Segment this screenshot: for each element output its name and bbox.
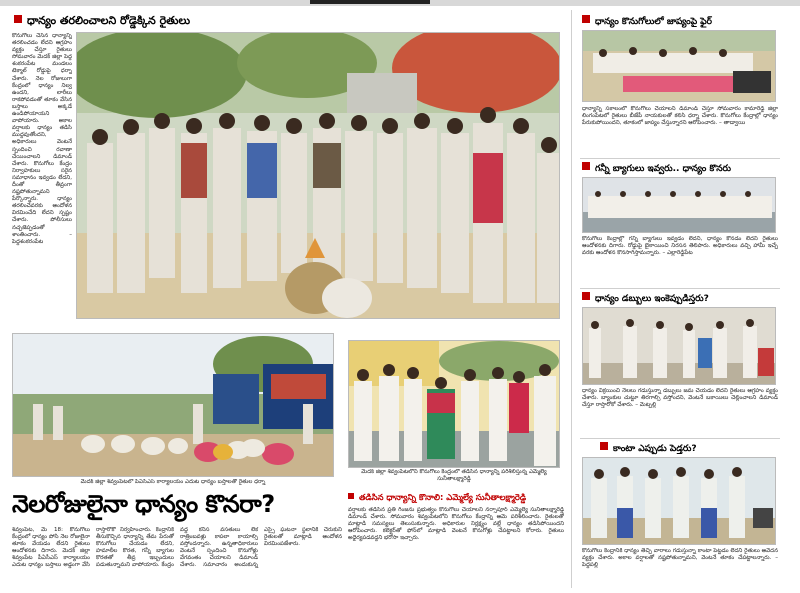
sidebar-photo-2	[582, 177, 776, 233]
column-divider	[571, 10, 572, 588]
sidebar-body-3: ధాన్యం విక్రయించి నెలలు గడుస్తున్నా డబ్బులు జమ చేయడం లేదని రైతులు ఆగ్రహం వ్యక్తం చేశారు. బ్యాంకుల చుట్టూ తిరగాల్సి వస్తోందని, వెంటనే బకాయిలు చెల్లించాలని డిమాండ్ చేస్తూ రాస్తారోకో చేశారు. – మెట్పల్లి	[582, 388, 778, 409]
sidebar-photo-2-illustration	[583, 178, 776, 233]
sidebar-photo-1-illustration	[583, 31, 776, 102]
sidebar-headline-2	[582, 162, 794, 176]
bottom-right-headline	[348, 493, 566, 503]
sidebar-photo-1	[582, 30, 776, 102]
bottom-left-photo-caption: మెదక్ జిల్లా శివ్వంపేటలో పీఏసీఎస్ కార్యాలయం ఎదుట ధాన్యం బస్తాలతో రైతుల ధర్నా	[80, 479, 266, 485]
sidebar-photo-3	[582, 307, 776, 385]
sidebar-headline-1	[582, 15, 794, 29]
bullet-square-icon	[600, 442, 608, 450]
sidebar-headline-3-text: ధాన్యం డబ్బులు ఇంకెప్పుడిస్తరు?	[595, 294, 709, 304]
sidebar-divider	[580, 158, 780, 159]
sidebar-headline-3	[582, 292, 794, 306]
main-photo-illustration	[77, 33, 560, 319]
bullet-square-icon	[582, 292, 590, 300]
sidebar-headline-2-text: గన్నీ బ్యాగులు ఇవ్వరు.. ధాన్యం కొనరు	[595, 164, 731, 174]
bullet-square-icon	[582, 162, 590, 170]
main-story-body: కొనుగోలు చేసిన ధాన్యాన్ని తరలించడం లేదని ఆగ్రహం వ్యక్తం చేస్తూ రైతులు సోమవారం మెదక్ జిల్లా పెద్ద శంకరంపేట మండలం టెక్మాల్ రోడ్డుపై ధర్నా చేశారు. నెల రోజులుగా కేంద్రంలో ధాన్యం నిల్వ ఉందని, లారీలు రాకపోవడంతో తూకం వేసిన బస్తాలు అక్కడే ఉండిపోయాయని వాపోయారు. అకాల వర్షాలకు ధాన్యం తడిసి ముద్దవుతోందని, అధికారులు వెంటనే స్పందించి రవాణా చేయించాలని డిమాండ్ చేశారు. కొనుగోలు కేంద్రం నిర్వాహకులు సరైన సమాధానం ఇవ్వడం లేదని, దీంతో తీవ్రంగా నష్టపోతున్నామని పేర్కొన్నారు. ధాన్యం తరలించేవరకు ఆందోళన విరమించేది లేదని స్పష్టం చేశారు. పోలీసులు నచ్చజెప్పడంతో శాంతించారు. – పెద్దశంకరంపేట	[12, 33, 72, 245]
bullet-square-icon	[348, 493, 354, 499]
bottom-left-photo	[12, 333, 334, 477]
bottom-left-body: శివ్వంపేట, మే 18: కొనుగోలు కేంద్రంలో ధాన్యం పోసి నెల రోజులైనా తూకం వేయడం లేదని రైతులు ఆందోళనకు దిగారు. మెదక్ జిల్లా శివ్వంపేట పీఏసీఎస్ కార్యాలయం ఎదుట ధాన్యం బస్తాలు అడ్డంగా వేసి రాస్తారోకో నిర్వహించారు. కేంద్రానికి తీసుకొచ్చిన ధాన్యాన్ని తేమ పేరుతో కొనుగోలు చేయడం లేదని, హమాలీల కొరత, గన్నీ బ్యాగుల కొరతతో తీవ్ర ఇబ్బందులు పడుతున్నామని వాపోయారు. కేంద్రం వద్ద కనీస వసతులు లేక రాత్రింబవళ్లు కాపలా కాయాల్సి వస్తోందన్నారు. ఉన్నతాధికారులు వెంటనే స్పందించి కొనుగోళ్లు వేగవంతం చేయాలని డిమాండ్ చేశారు. సమాచారం అందుకున్న ఎస్సై ఘటనా స్థలానికి చేరుకుని రైతులతో మాట్లాడి ఆందోళన విరమింపజేశారు.	[12, 527, 342, 569]
bullet-square-icon	[582, 15, 590, 23]
sidebar-photo-4-illustration	[583, 458, 776, 545]
bottom-right-headline-text: తడిసిన ధాన్యాన్ని కొనాలి: ఎమ్మెల్యే సునీతాలక్ష్మారెడ్డి	[359, 492, 527, 502]
sidebar-headline-1-text: ధాన్యం కొనుగోలులో జాప్యంపై ఫైర్	[595, 17, 713, 27]
main-headline	[14, 15, 484, 28]
sidebar-photo-4	[582, 457, 776, 545]
bottom-middle-photo-caption: మెదక్ జిల్లా శివ్వంపేటలోని కొనుగోలు కేంద్రంలో తడిసిన ధాన్యాన్ని పరిశీలిస్తున్న ఎమ్మెల్యే సునీతాలక్ష్మారెడ్డి	[361, 469, 547, 482]
bottom-right-body: వర్షాలకు తడిసిన ప్రతి గింజను ప్రభుత్వం కొనుగోలు చేయాలని నర్సాపూర్ ఎమ్మెల్యే సునీతాలక్ష్మారెడ్డి డిమాండ్ చేశారు. సోమవారం శివ్వంపేటలోని కొనుగోలు కేంద్రాన్ని ఆమె పరిశీలించారు. రైతులతో మాట్లాడి సమస్యలు తెలుసుకున్నారు. అధికారుల నిర్లక్ష్యం వల్లే ధాన్యం తడిసిపోయిందని ఆరోపించారు. కలెక్టర్‌తో ఫోన్‌లో మాట్లాడి వెంటనే కొనుగోళ్లు చేపట్టాలని కోరారు. రైతులు అధైర్యపడవద్దని భరోసా ఇచ్చారు.	[348, 507, 564, 542]
bullet-square-icon	[14, 15, 22, 23]
sidebar-headline-4-text: కాంటా ఎప్పుడు పెడ్తరు?	[613, 444, 697, 454]
sidebar-photo-3-illustration	[583, 308, 776, 385]
bottom-middle-photo-illustration	[349, 341, 560, 468]
bottom-left-photo-illustration	[13, 334, 334, 477]
main-headline-text: ధాన్యం తరలించాలని రోడ్డెక్కిన రైతులు	[27, 14, 191, 27]
sidebar-body-4: కొనుగోలు కేంద్రానికి ధాన్యం తెచ్చి వారాలు గడుస్తున్నా కాంటా పెట్టడం లేదని రైతులు ఆవేదన వ్యక్తం చేశారు. అకాల వర్షాలతో నష్టపోతున్నామని, వెంటనే తూకం చేపట్టాలన్నారు. – పెద్దపల్లి	[582, 548, 778, 569]
bottom-left-headline: నెలరోజులైనా ధాన్యం కొనరా?	[12, 490, 275, 518]
sidebar-headline-4	[600, 442, 780, 456]
sidebar-body-1: ధాన్యాన్ని సకాలంలో కొనుగోలు చేయాలని డిమాండ్ చేస్తూ సోమవారం కామారెడ్డి జిల్లా లింగంపేటలో రైతులు బీజేపీ నాయకులతో కలిసి ధర్నా చేశారు. కొనుగోలు కేంద్రాల్లో ధాన్యం పేరుకుపోయిందని, తూకంలో జాప్యం చేస్తున్నారని ఆరోపించారు. – తాడ్వాయి	[582, 106, 778, 127]
page-top-accent	[310, 0, 430, 4]
sidebar-divider	[580, 288, 780, 289]
sidebar-body-2: కొనుగోలు కేంద్రాల్లో గన్నీ బ్యాగులు ఇవ్వడం లేదని, ధాన్యం కొనడం లేదని రైతులు ఆందోళనకు దిగారు. రోడ్డుపై బైఠాయించి నిరసన తెలిపారు. అధికారులు వచ్చి హామీ ఇచ్చే వరకు ఆందోళన కొనసాగిస్తామన్నారు. – ఎల్లారెడ్డిపేట	[582, 236, 778, 257]
bottom-middle-photo	[348, 340, 560, 468]
main-photo	[76, 32, 560, 319]
sidebar-divider	[580, 438, 780, 439]
